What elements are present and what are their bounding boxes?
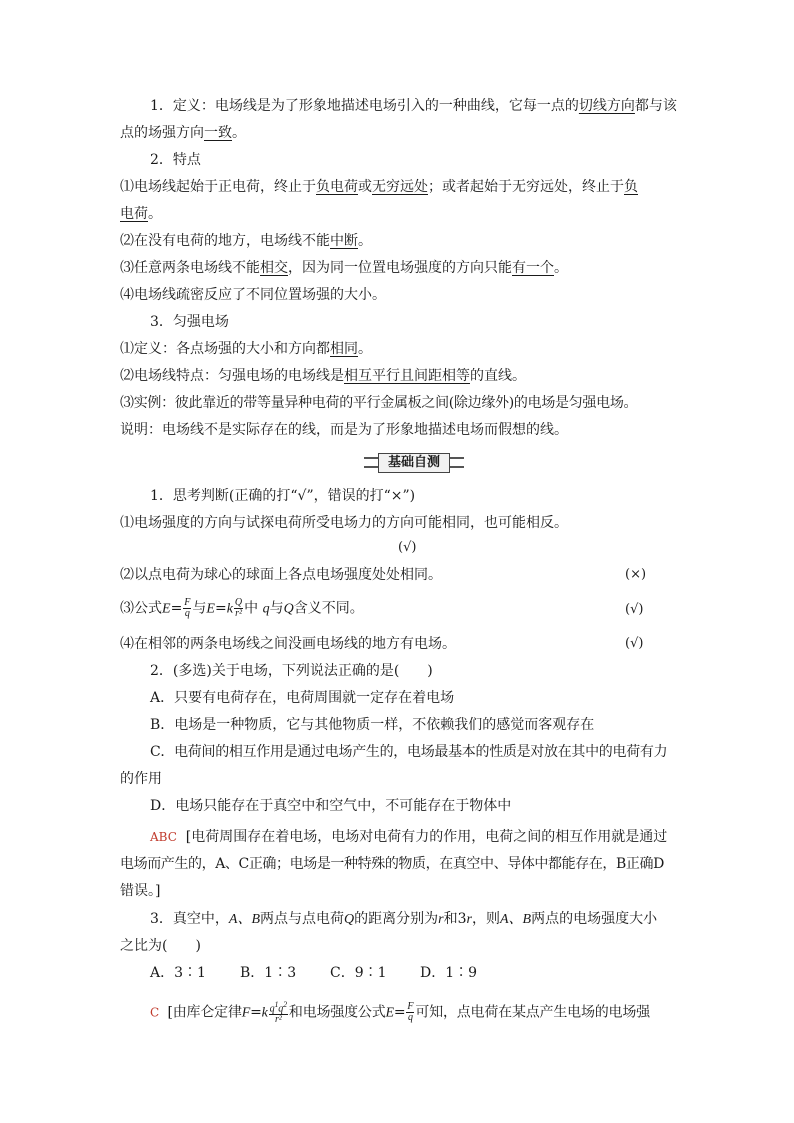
text: 和3 (443, 911, 467, 927)
q3-option-c: C．9∶1 (330, 965, 387, 981)
explanation: 可知，点电荷在某点产生电场的电场强 (415, 1004, 650, 1021)
underlined-answer: 一致 (204, 125, 232, 141)
text: ⑵电场线特点：匀强电场的电场线是 (120, 368, 344, 384)
text: 。 (232, 125, 246, 141)
symbol: Q (344, 912, 355, 927)
fraction (269, 1000, 288, 1025)
underlined-answer: 相交 (260, 260, 288, 276)
symbol: q (269, 1003, 275, 1015)
note: 说明：电场线不是实际存在的线，而是为了形象地描述电场而假想的线。 (120, 422, 568, 438)
q2-option-b: B．电场是一种物质，它与其他物质一样，不依赖我们的感觉而客观存在 (150, 717, 595, 733)
feature-1-line-2 (120, 204, 162, 224)
banner-label: 基础自测 (378, 453, 450, 473)
q3-answer-line (150, 1000, 650, 1025)
text: 或 (358, 179, 372, 195)
q3-option-d: D．1∶9 (420, 965, 478, 981)
q3-options (150, 963, 510, 983)
denominator: q (184, 608, 190, 619)
q1-title: 1．思考判断(正确的打“√”，错误的打“×”) (150, 488, 416, 504)
text: 。 (358, 341, 372, 357)
numerator: Q (234, 597, 243, 608)
superscript: 2 (283, 1000, 287, 1009)
fraction (234, 598, 243, 619)
q2-answer-line-2: 电场而产生的，A、C正确；电场是一种特殊的物质，在真空中、导体中都能存在，B正确D (120, 856, 664, 872)
text: 。 (148, 206, 162, 222)
underlined-answer: 负 (624, 179, 638, 195)
q2-answer-line-1 (150, 827, 667, 847)
q2-option-c-line-2: 的作用 (120, 771, 162, 787)
feature-4: ⑷电场线疏密反应了不同位置场强的大小。 (120, 287, 386, 303)
text: ⑶公式 (120, 600, 162, 617)
symbol: r (438, 912, 444, 927)
symbol: r (466, 912, 472, 927)
q3-option-b: B．1∶3 (240, 965, 297, 981)
denominator: r² (235, 608, 242, 619)
feature-1-line-1 (120, 177, 638, 197)
q1-item-4: ⑷在相邻的两条电场线之间没画电场线的地方有电场。 (120, 636, 456, 652)
text: 。 (554, 260, 568, 276)
denominator: r² (275, 1014, 282, 1026)
text: ；或者起始于无穷远处，终止于 (428, 179, 624, 195)
numerator: F (184, 597, 191, 608)
text: 与 (269, 600, 284, 617)
text: 含义不同。 (293, 600, 364, 617)
uniform-field-example: ⑶实例：彼此靠近的带等量异种电荷的平行金属板之间(除边缘外)的电场是匀强电场。 (120, 395, 638, 411)
text: ⑵在没有电荷的地方，电场线不能 (120, 233, 330, 249)
fraction (183, 598, 191, 619)
definition-line-1 (150, 96, 677, 116)
underlined-answer: 切线方向 (578, 98, 635, 114)
text: 的直线。 (470, 368, 526, 384)
q1-item-1: ⑴电场强度的方向与试探电荷所受电场力的方向可能相同，也可能相反。 (120, 515, 568, 531)
text: 点的场强方向 (120, 125, 204, 141)
definition-line-2 (120, 123, 246, 143)
symbol: A、B (228, 912, 261, 927)
q1-mark-3: (√) (625, 602, 644, 617)
q2-stem: 2．(多选)关于电场，下列说法正确的是( ) (150, 663, 433, 679)
explanation: [由库仑定律 (167, 1004, 242, 1021)
symbol: q (262, 601, 270, 617)
denominator: q (407, 1012, 413, 1024)
superscript: 1 (274, 1000, 279, 1009)
symbol: k (261, 1005, 268, 1021)
symbol: = (250, 1004, 262, 1021)
underlined-answer: 无穷远处 (372, 179, 428, 195)
underlined-answer: 电荷 (120, 206, 148, 222)
text: ⑴定义：各点场强的大小和方向都 (120, 341, 330, 357)
answer-key: C (150, 1005, 159, 1020)
text: 两点与点电荷 (260, 911, 345, 927)
text: ⑶任意两条电场线不能 (120, 260, 260, 276)
text: 的距离分别为 (354, 911, 439, 927)
text: 。 (358, 233, 372, 249)
text: 3．真空中， (150, 911, 229, 927)
q2-answer-line-3: 错误。] (120, 883, 161, 899)
symbol: E (162, 601, 171, 617)
symbol: Q (283, 601, 294, 617)
text: ⑴电场线起始于正电荷，终止于 (120, 179, 316, 195)
numerator: F (407, 1001, 414, 1013)
underlined-answer: 相互平行且间距相等 (344, 368, 470, 384)
symbol: F (241, 1005, 251, 1021)
q1-mark-2: (×) (625, 567, 647, 582)
answer-key: ABC (150, 830, 177, 844)
text: ，则 (471, 911, 500, 927)
underlined-answer: 中断 (330, 233, 358, 249)
text: 两点的电场强度大小 (531, 911, 658, 927)
feature-3 (120, 258, 568, 278)
feature-2 (120, 231, 372, 251)
underlined-answer: 有一个 (512, 260, 554, 276)
section-2-title: 2．特点 (150, 152, 201, 168)
q1-item-3 (120, 598, 364, 620)
symbol: k (226, 601, 233, 617)
symbol: E (206, 601, 215, 617)
q1-mark-4: (√) (625, 636, 644, 651)
uniform-field-lines (120, 366, 526, 386)
text: 与 (192, 600, 207, 617)
symbol: A、B (499, 912, 532, 927)
explanation: [电荷周围存在着电场，电场对电荷有力的作用，电荷之间的相互作用就是通过 (185, 829, 668, 845)
section-3-title: 3．匀强电场 (150, 314, 229, 330)
text: ，因为同一位置电场强度的方向只能 (288, 260, 512, 276)
numerator (269, 1000, 288, 1015)
q3-stem-line-2: 之比为( ) (120, 938, 201, 954)
section-banner (364, 453, 464, 473)
q1-item-2: ⑵以点电荷为球心的球面上各点电场强度处处相同。 (120, 567, 442, 583)
q3-option-a: A．3∶1 (150, 965, 206, 981)
explanation: 和电场强度公式 (288, 1004, 386, 1021)
symbol: q (278, 1003, 284, 1015)
underlined-answer: 负电荷 (316, 179, 358, 195)
symbol: = (393, 1004, 406, 1021)
symbol: E (385, 1005, 394, 1021)
uniform-field-definition (120, 339, 372, 359)
text: 都与该 (634, 98, 677, 114)
text: 1．定义：电场线是为了形象地描述电场引入的一种曲线，它每一点的 (150, 98, 579, 114)
symbol: = (170, 600, 183, 617)
symbol: = (214, 600, 227, 617)
q1-mark-1: (√) (398, 540, 417, 555)
q2-option-c-line-1: C．电荷间的相互作用是通过电场产生的，电场最基本的性质是对放在其中的电荷有力 (150, 744, 668, 760)
fraction (406, 1002, 414, 1023)
q3-stem-line-1 (150, 909, 657, 930)
underlined-answer: 相同 (330, 341, 358, 357)
q2-option-d: D．电场只能存在于真空中和空气中，不可能存在于物体中 (150, 798, 512, 814)
q2-option-a: A．只要有电荷存在，电荷周围就一定存在着电场 (150, 690, 455, 706)
text: 中 (244, 600, 259, 617)
